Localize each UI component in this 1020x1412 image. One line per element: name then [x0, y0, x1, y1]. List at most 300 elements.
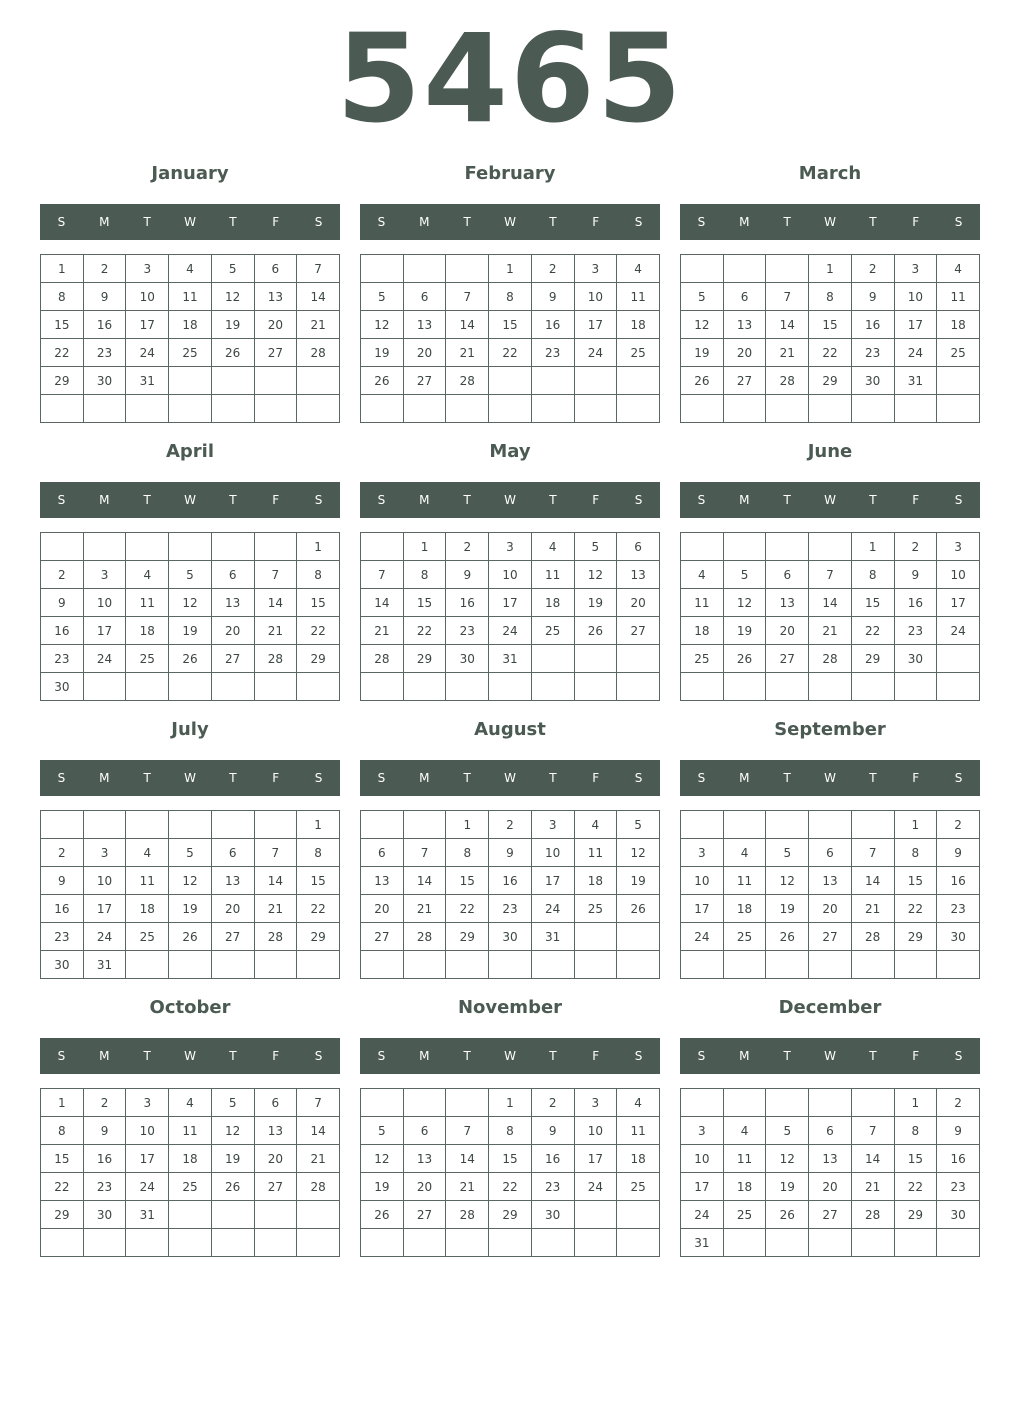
empty-day-cell [126, 951, 169, 979]
empty-day-cell [617, 951, 660, 979]
day-cell: 11 [169, 283, 212, 311]
day-cell: 4 [723, 1117, 766, 1145]
day-cell: 14 [254, 867, 297, 895]
day-cell: 11 [169, 1117, 212, 1145]
day-cell: 14 [403, 867, 446, 895]
day-cell: 16 [894, 589, 937, 617]
day-cell: 13 [361, 867, 404, 895]
week-row [41, 839, 340, 867]
empty-day-cell [531, 645, 574, 673]
day-cell: 3 [83, 839, 126, 867]
week-row [41, 367, 340, 395]
weekday-label: S [377, 771, 386, 785]
day-cell: 10 [574, 1117, 617, 1145]
day-cell: 21 [851, 895, 894, 923]
week-row [681, 1117, 980, 1145]
day-cell: 14 [446, 311, 489, 339]
empty-day-cell [809, 395, 852, 423]
day-cell: 13 [809, 867, 852, 895]
week-row [681, 673, 980, 701]
day-cell: 31 [894, 367, 937, 395]
weekday-header [360, 482, 660, 518]
empty-day-cell [169, 1201, 212, 1229]
weekday-header [680, 482, 980, 518]
weekday-label: W [824, 1049, 836, 1063]
weekday-label: F [592, 771, 600, 785]
day-cell: 23 [894, 617, 937, 645]
day-cell: 28 [254, 923, 297, 951]
empty-day-cell [41, 811, 84, 839]
weekday-label: F [912, 215, 920, 229]
day-cell: 7 [446, 1117, 489, 1145]
day-cell: 25 [617, 1173, 660, 1201]
empty-day-cell [169, 951, 212, 979]
empty-day-cell [489, 673, 532, 701]
week-row [361, 1173, 660, 1201]
week-row [681, 1173, 980, 1201]
week-row [681, 645, 980, 673]
day-cell: 14 [851, 867, 894, 895]
empty-day-cell [211, 395, 254, 423]
week-row [41, 395, 340, 423]
day-cell: 25 [617, 339, 660, 367]
day-cell: 8 [41, 1117, 84, 1145]
weekday-label: T [463, 215, 471, 229]
day-cell: 22 [894, 1173, 937, 1201]
week-row [41, 311, 340, 339]
day-cell: 28 [361, 645, 404, 673]
empty-day-cell [574, 367, 617, 395]
day-cell: 6 [254, 255, 297, 283]
day-cell: 19 [169, 895, 212, 923]
day-cell: 30 [937, 923, 980, 951]
day-cell: 9 [41, 589, 84, 617]
day-cell: 18 [617, 1145, 660, 1173]
day-cell: 30 [894, 645, 937, 673]
day-cell: 28 [809, 645, 852, 673]
weekday-label: M [419, 493, 430, 507]
day-cell: 26 [169, 923, 212, 951]
day-cell: 12 [169, 867, 212, 895]
day-cell: 22 [489, 1173, 532, 1201]
weekday-label: W [824, 771, 836, 785]
day-cell: 15 [489, 1145, 532, 1173]
day-cell: 22 [403, 617, 446, 645]
day-cell: 2 [937, 811, 980, 839]
day-cell: 9 [41, 867, 84, 895]
day-cell: 16 [83, 1145, 126, 1173]
weekday-label: T [869, 1049, 877, 1063]
day-cell: 27 [766, 645, 809, 673]
empty-day-cell [254, 951, 297, 979]
week-row [681, 255, 980, 283]
day-cell: 6 [211, 561, 254, 589]
day-cell: 19 [211, 1145, 254, 1173]
day-grid [360, 1088, 660, 1257]
month-name: June [807, 441, 853, 462]
empty-day-cell [531, 367, 574, 395]
weekday-label: M [99, 215, 110, 229]
week-row [361, 339, 660, 367]
empty-day-cell [254, 673, 297, 701]
day-cell: 7 [254, 561, 297, 589]
day-grid [360, 254, 660, 423]
weekday-label: T [549, 771, 557, 785]
day-cell: 8 [894, 1117, 937, 1145]
day-cell: 18 [937, 311, 980, 339]
day-grid [680, 1088, 980, 1257]
day-cell: 4 [169, 1089, 212, 1117]
empty-day-cell [446, 395, 489, 423]
weekday-label: S [314, 215, 323, 229]
day-cell: 14 [809, 589, 852, 617]
week-row [41, 1145, 340, 1173]
day-cell: 12 [617, 839, 660, 867]
weekday-label: T [869, 215, 877, 229]
day-cell: 22 [41, 339, 84, 367]
day-cell: 26 [723, 645, 766, 673]
empty-day-cell [531, 951, 574, 979]
empty-day-cell [254, 1201, 297, 1229]
day-cell: 21 [403, 895, 446, 923]
empty-day-cell [83, 1229, 126, 1257]
empty-day-cell [681, 255, 724, 283]
day-cell: 1 [894, 1089, 937, 1117]
day-cell: 19 [723, 617, 766, 645]
empty-day-cell [617, 1229, 660, 1257]
week-row [681, 589, 980, 617]
day-cell: 27 [361, 923, 404, 951]
day-cell: 6 [723, 283, 766, 311]
day-cell: 4 [681, 561, 724, 589]
day-cell: 23 [41, 923, 84, 951]
empty-day-cell [211, 1229, 254, 1257]
empty-day-cell [169, 533, 212, 561]
month-name: October [149, 997, 231, 1018]
day-cell: 28 [851, 923, 894, 951]
weekday-label: T [783, 493, 791, 507]
day-cell: 5 [766, 839, 809, 867]
day-cell: 10 [681, 1145, 724, 1173]
day-cell: 11 [723, 1145, 766, 1173]
week-row [681, 1145, 980, 1173]
empty-day-cell [681, 811, 724, 839]
day-cell: 29 [851, 645, 894, 673]
day-cell: 27 [211, 645, 254, 673]
day-cell: 4 [617, 255, 660, 283]
day-cell: 3 [937, 533, 980, 561]
day-cell: 2 [83, 255, 126, 283]
weekday-label: S [377, 215, 386, 229]
day-cell: 15 [297, 867, 340, 895]
day-cell: 30 [851, 367, 894, 395]
weekday-label: S [634, 1049, 643, 1063]
day-cell: 2 [937, 1089, 980, 1117]
day-cell: 6 [403, 283, 446, 311]
empty-day-cell [41, 533, 84, 561]
empty-day-cell [297, 673, 340, 701]
day-cell: 4 [723, 839, 766, 867]
day-cell: 6 [254, 1089, 297, 1117]
empty-day-cell [211, 811, 254, 839]
day-cell: 17 [681, 1173, 724, 1201]
week-row [681, 811, 980, 839]
day-cell: 1 [297, 811, 340, 839]
day-cell: 16 [41, 895, 84, 923]
empty-day-cell [489, 367, 532, 395]
day-cell: 20 [403, 339, 446, 367]
weekday-label: S [377, 1049, 386, 1063]
day-cell: 24 [83, 923, 126, 951]
weekday-header [40, 482, 340, 518]
empty-day-cell [254, 533, 297, 561]
week-row [361, 561, 660, 589]
day-cell: 14 [851, 1145, 894, 1173]
week-row [361, 255, 660, 283]
day-cell: 4 [531, 533, 574, 561]
day-cell: 22 [297, 895, 340, 923]
empty-day-cell [574, 395, 617, 423]
weekday-header [360, 760, 660, 796]
week-row [681, 367, 980, 395]
empty-day-cell [169, 395, 212, 423]
day-cell: 1 [446, 811, 489, 839]
day-cell: 22 [851, 617, 894, 645]
day-cell: 27 [254, 1173, 297, 1201]
weekday-label: S [314, 771, 323, 785]
day-cell: 23 [937, 895, 980, 923]
weekday-label: M [99, 771, 110, 785]
week-row [361, 673, 660, 701]
empty-day-cell [254, 1229, 297, 1257]
day-cell: 28 [403, 923, 446, 951]
empty-day-cell [723, 395, 766, 423]
day-cell: 9 [531, 283, 574, 311]
day-cell: 8 [489, 283, 532, 311]
empty-day-cell [617, 395, 660, 423]
day-cell: 9 [531, 1117, 574, 1145]
day-cell: 23 [83, 1173, 126, 1201]
day-cell: 3 [126, 1089, 169, 1117]
day-cell: 25 [723, 923, 766, 951]
empty-day-cell [681, 533, 724, 561]
day-cell: 1 [41, 255, 84, 283]
day-cell: 12 [766, 867, 809, 895]
day-cell: 17 [531, 867, 574, 895]
day-cell: 25 [169, 1173, 212, 1201]
day-cell: 5 [766, 1117, 809, 1145]
day-cell: 11 [531, 561, 574, 589]
weekday-label: F [912, 493, 920, 507]
week-row [41, 1089, 340, 1117]
day-cell: 13 [403, 1145, 446, 1173]
day-cell: 12 [766, 1145, 809, 1173]
weekday-label: T [869, 771, 877, 785]
day-cell: 5 [617, 811, 660, 839]
weekday-label: T [783, 1049, 791, 1063]
empty-day-cell [851, 395, 894, 423]
day-cell: 5 [169, 561, 212, 589]
day-cell: 21 [446, 339, 489, 367]
week-row [41, 951, 340, 979]
empty-day-cell [617, 673, 660, 701]
weekday-label: S [634, 493, 643, 507]
day-cell: 31 [83, 951, 126, 979]
empty-day-cell [297, 1229, 340, 1257]
week-row [41, 255, 340, 283]
day-cell: 17 [574, 311, 617, 339]
week-row [681, 1229, 980, 1257]
day-cell: 12 [574, 561, 617, 589]
day-cell: 1 [489, 1089, 532, 1117]
day-cell: 7 [297, 255, 340, 283]
week-row [41, 867, 340, 895]
month-name: September [774, 719, 886, 740]
week-row [681, 339, 980, 367]
week-row [681, 867, 980, 895]
day-cell: 24 [894, 339, 937, 367]
day-cell: 13 [617, 561, 660, 589]
day-cell: 25 [937, 339, 980, 367]
day-cell: 11 [617, 1117, 660, 1145]
day-cell: 25 [574, 895, 617, 923]
day-cell: 9 [851, 283, 894, 311]
day-cell: 29 [403, 645, 446, 673]
day-cell: 5 [361, 1117, 404, 1145]
empty-day-cell [531, 1229, 574, 1257]
day-cell: 25 [126, 645, 169, 673]
empty-day-cell [723, 951, 766, 979]
weekday-label: T [143, 215, 151, 229]
day-cell: 27 [723, 367, 766, 395]
day-cell: 13 [254, 1117, 297, 1145]
day-cell: 1 [489, 255, 532, 283]
day-cell: 11 [126, 589, 169, 617]
weekday-header [40, 1038, 340, 1074]
week-row [361, 395, 660, 423]
day-cell: 12 [361, 1145, 404, 1173]
day-cell: 5 [211, 1089, 254, 1117]
day-cell: 2 [41, 561, 84, 589]
weekday-label: T [869, 493, 877, 507]
month-name: April [165, 441, 215, 462]
day-cell: 20 [403, 1173, 446, 1201]
weekday-label: W [504, 1049, 516, 1063]
weekday-label: S [954, 1049, 963, 1063]
day-cell: 8 [297, 839, 340, 867]
day-cell: 8 [41, 283, 84, 311]
day-cell: 18 [617, 311, 660, 339]
week-row [361, 533, 660, 561]
month-name: May [489, 441, 531, 462]
week-row [361, 923, 660, 951]
day-cell: 30 [489, 923, 532, 951]
day-cell: 6 [809, 1117, 852, 1145]
day-cell: 16 [41, 617, 84, 645]
empty-day-cell [617, 645, 660, 673]
day-cell: 3 [83, 561, 126, 589]
empty-day-cell [617, 367, 660, 395]
empty-day-cell [894, 673, 937, 701]
empty-day-cell [723, 1229, 766, 1257]
empty-day-cell [83, 811, 126, 839]
weekday-label: M [739, 771, 750, 785]
day-cell: 21 [361, 617, 404, 645]
day-cell: 30 [41, 951, 84, 979]
empty-day-cell [403, 255, 446, 283]
day-grid [40, 810, 340, 979]
empty-day-cell [211, 1201, 254, 1229]
day-cell: 19 [169, 617, 212, 645]
day-cell: 16 [83, 311, 126, 339]
day-cell: 24 [83, 645, 126, 673]
day-cell: 23 [446, 617, 489, 645]
day-cell: 20 [361, 895, 404, 923]
empty-day-cell [574, 1201, 617, 1229]
day-cell: 7 [851, 1117, 894, 1145]
week-row [41, 283, 340, 311]
weekday-header [40, 760, 340, 796]
day-cell: 16 [531, 1145, 574, 1173]
day-cell: 4 [574, 811, 617, 839]
empty-day-cell [681, 1089, 724, 1117]
day-cell: 6 [211, 839, 254, 867]
day-cell: 2 [531, 255, 574, 283]
day-cell: 1 [809, 255, 852, 283]
empty-day-cell [574, 923, 617, 951]
week-row [41, 923, 340, 951]
empty-day-cell [809, 673, 852, 701]
weekday-label: T [549, 1049, 557, 1063]
empty-day-cell [766, 811, 809, 839]
day-cell: 26 [766, 923, 809, 951]
day-grid [680, 254, 980, 423]
day-cell: 4 [617, 1089, 660, 1117]
week-row [681, 533, 980, 561]
day-cell: 18 [681, 617, 724, 645]
week-row [361, 895, 660, 923]
day-grid [360, 810, 660, 979]
day-cell: 23 [41, 645, 84, 673]
weekday-label: F [912, 771, 920, 785]
weekday-label: W [824, 493, 836, 507]
month-name: November [457, 997, 563, 1018]
empty-day-cell [851, 1089, 894, 1117]
week-row [361, 311, 660, 339]
empty-day-cell [211, 533, 254, 561]
weekday-label: T [463, 493, 471, 507]
day-grid [680, 810, 980, 979]
day-cell: 9 [83, 1117, 126, 1145]
day-cell: 2 [851, 255, 894, 283]
empty-day-cell [766, 255, 809, 283]
day-cell: 7 [766, 283, 809, 311]
empty-day-cell [681, 951, 724, 979]
day-cell: 19 [681, 339, 724, 367]
day-cell: 20 [766, 617, 809, 645]
day-cell: 2 [41, 839, 84, 867]
day-cell: 29 [894, 1201, 937, 1229]
weekday-label: S [697, 1049, 706, 1063]
week-row [41, 533, 340, 561]
empty-day-cell [574, 951, 617, 979]
empty-day-cell [126, 1229, 169, 1257]
day-cell: 7 [446, 283, 489, 311]
day-cell: 15 [41, 311, 84, 339]
empty-day-cell [937, 395, 980, 423]
weekday-label: F [272, 771, 280, 785]
week-row [41, 1117, 340, 1145]
